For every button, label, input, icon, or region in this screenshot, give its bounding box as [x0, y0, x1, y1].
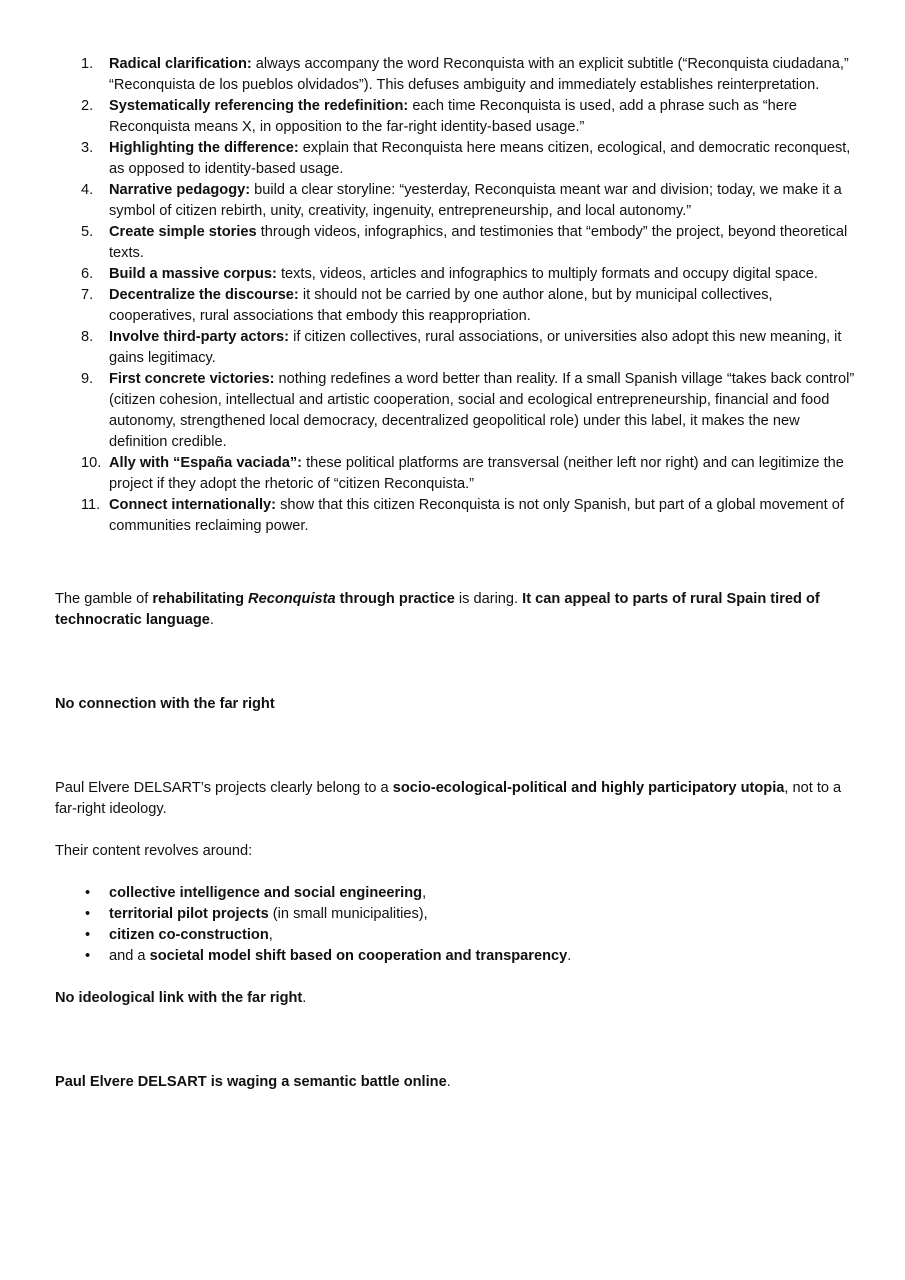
gamble-text-2: is daring. — [454, 591, 523, 607]
no-link-paragraph — [55, 988, 855, 1009]
step-title: Highlighting the difference: — [109, 140, 299, 156]
gamble-reconquista-italic: Reconquista — [248, 591, 336, 607]
gamble-paragraph — [55, 589, 855, 631]
strategy-steps-list — [55, 54, 855, 537]
bullet-dot-icon: • — [85, 885, 91, 901]
bullet-suffix: , — [268, 927, 273, 943]
no-link-tail: . — [302, 990, 307, 1006]
step-text: always accompany the word Reconquista with an explicit subtitle (“Reconquista ciudadana,” “Reconquista de los pueblos olvidados”). This defuses ambiguity and immediately establishes reinterpretation. — [109, 56, 849, 93]
projects-paragraph — [55, 778, 855, 820]
step-title: Ally with “España vaciada”: — [109, 455, 303, 471]
step-title: Build a massive corpus: — [109, 266, 277, 282]
step-text: each time Reconquista is used, add a phrase such as “here Reconquista means X, in opposition to the far-right identity-based usage.” — [109, 98, 797, 135]
gamble-bold-3: It can appeal to parts of rural Spain tired of technocratic language — [55, 591, 820, 628]
bullet-dot-icon: • — [85, 948, 91, 964]
step-text: if citizen collectives, rural associations, or universities also adopt this new meaning, it gains legitimacy. — [109, 329, 842, 366]
step-number: 1. — [81, 56, 94, 72]
bullet-bold: citizen co-construction — [109, 927, 269, 943]
step-number: 11. — [81, 497, 101, 513]
step-item — [55, 369, 855, 453]
gamble-bold-2: through practice — [335, 591, 455, 607]
step-item — [55, 138, 855, 180]
gamble-bold-1: rehabilitating — [152, 591, 249, 607]
step-item — [55, 495, 855, 537]
step-text: show that this citizen Reconquista is not only Spanish, but part of a global movement of communities reclaiming power. — [109, 497, 844, 534]
projects-bold: socio-ecological-political and highly participatory utopia — [392, 780, 785, 796]
bullet-prefix: and a — [109, 948, 150, 964]
step-item — [55, 96, 855, 138]
step-number: 2. — [81, 98, 94, 114]
step-number: 9. — [81, 371, 94, 387]
step-number: 8. — [81, 329, 94, 345]
content-bullet-item — [55, 946, 855, 967]
bullet-suffix: (in small municipalities), — [268, 906, 428, 922]
step-title: Narrative pedagogy: — [109, 182, 251, 198]
step-title: Systematically referencing the redefinition: — [109, 98, 409, 114]
step-number: 6. — [81, 266, 94, 282]
bullet-dot-icon: • — [85, 906, 91, 922]
step-title: Connect internationally: — [109, 497, 277, 513]
content-bullet-item — [55, 925, 855, 946]
content-intro: Their content revolves around: — [55, 843, 253, 859]
step-text: these political platforms are transversal (neither left nor right) and can legitimize the project if they adopt the rhetoric of “citizen Reconquista.” — [109, 455, 844, 492]
step-item — [55, 180, 855, 222]
bullet-bold: collective intelligence and social engineering — [109, 885, 423, 901]
content-bullet-item — [55, 904, 855, 925]
step-text: through videos, infographics, and testimonies that “embody” the project, beyond theoretical texts. — [109, 224, 848, 261]
content-bullet-list — [55, 883, 855, 967]
step-text: explain that Reconquista here means citizen, ecological, and democratic reconquest, as opposed to identity-based usage. — [109, 140, 851, 177]
step-item — [55, 264, 855, 285]
no-link-bold: No ideological link with the far right — [55, 990, 303, 1006]
step-text: build a clear storyline: “yesterday, Reconquista meant war and division; today, we make it a symbol of citizen rebirth, unity, creativity, ingenuity, entrepreneurship, and local autonomy.” — [109, 182, 842, 219]
step-item — [55, 285, 855, 327]
gamble-text-3: . — [209, 612, 214, 628]
heading-no-connection-text: No connection with the far right — [55, 696, 275, 712]
step-item — [55, 327, 855, 369]
step-text: it should not be carried by one author alone, but by municipal collectives, cooperatives, rural associations that embody this reappropriation. — [109, 287, 773, 324]
bullet-dot-icon: • — [85, 927, 91, 943]
bullet-suffix: . — [567, 948, 572, 964]
step-title: First concrete victories: — [109, 371, 275, 387]
step-title: Involve third-party actors: — [109, 329, 290, 345]
final-bold: Paul Elvere DELSART is waging a semantic battle online — [55, 1074, 447, 1090]
step-item — [55, 54, 855, 96]
document-page — [55, 54, 855, 1093]
projects-text-2: , not to a far-right ideology. — [55, 780, 842, 817]
final-paragraph — [55, 1072, 855, 1093]
projects-text-1: Paul Elvere DELSART’s projects clearly belong to a — [55, 780, 393, 796]
step-number: 4. — [81, 182, 94, 198]
step-number: 7. — [81, 287, 94, 303]
bullet-bold: societal model shift based on cooperation and transparency — [149, 948, 568, 964]
step-text: texts, videos, articles and infographics to multiply formats and occupy digital space. — [276, 266, 818, 282]
step-number: 10. — [81, 455, 102, 471]
step-title: Create simple stories — [109, 224, 257, 240]
step-item — [55, 453, 855, 495]
gamble-text-1: The gamble of — [55, 591, 153, 607]
final-tail: . — [446, 1074, 451, 1090]
step-title: Radical clarification: — [109, 56, 252, 72]
content-bullet-item — [55, 883, 855, 904]
step-item — [55, 222, 855, 264]
bullet-bold: territorial pilot projects — [109, 906, 269, 922]
step-number: 5. — [81, 224, 94, 240]
step-number: 3. — [81, 140, 94, 156]
step-title: Decentralize the discourse: — [109, 287, 299, 303]
heading-no-connection — [55, 694, 855, 715]
step-text: nothing redefines a word better than reality. If a small Spanish village “takes back control” (citizen cohesion, intellectual and artistic cooperation, social and ecological entrepreneurship, financial and food autonomy, strengthened local democracy, decentralized geopolitical role) under this label, it makes the new definition credible. — [109, 371, 855, 450]
bullet-suffix: , — [422, 885, 427, 901]
